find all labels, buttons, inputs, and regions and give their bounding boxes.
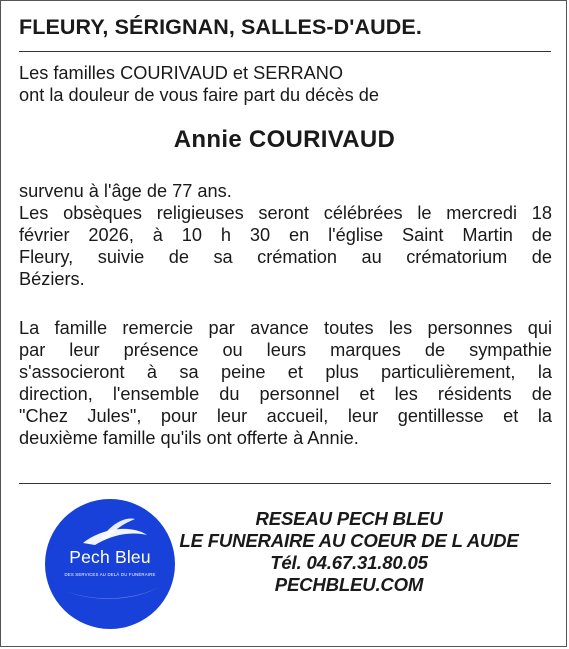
paragraph1-line: février 2026, à 10 h 30 en l'église Saint Martin de: [19, 225, 552, 245]
locations-heading: FLEURY, SÉRIGNAN, SALLES-D'AUDE.: [19, 15, 422, 39]
footer-phone: Tél. 04.67.31.80.05: [270, 552, 428, 573]
thanks-paragraph: [19, 317, 552, 449]
intro-line-2: ont la douleur de vous faire part du décès de: [19, 85, 379, 105]
deceased-name: Annie COURIVAUD: [173, 126, 396, 153]
announcement-intro: [19, 62, 552, 106]
funeral-details-paragraph: [19, 180, 552, 290]
paragraph2-line: direction, l'ensemble du personnel et les résidents de: [19, 384, 552, 404]
pech-bleu-logo: [45, 499, 175, 629]
footer-divider: [19, 483, 551, 484]
paragraph1-line: Béziers.: [19, 269, 85, 289]
paragraph1-line: Les obsèques religieuses seront célébrées le mercredi 18: [19, 203, 552, 223]
footer-slogan: LE FUNERAIRE AU COEUR DE L AUDE: [179, 530, 519, 551]
paragraph2-line: s'associeront à sa peine et plus particulièrement, la: [19, 362, 552, 382]
footer-network-name: RESEAU PECH BLEU: [255, 508, 443, 529]
funeral-home-contact: [179, 508, 519, 596]
logo-brand-name: Pech Bleu: [69, 547, 151, 567]
paragraph2-line: "Chez Jules", pour leur accueil, leur gentillesse et la: [19, 406, 552, 426]
logo-tagline: DES SERVICES AU DELÀ DU FUNÉRAIRE: [64, 572, 156, 577]
paragraph2-line: La famille remercie par avance toutes les personnes qui: [19, 318, 552, 338]
footer-website: PECHBLEU.COM: [274, 574, 424, 595]
paragraph1-line: survenu à l'âge de 77 ans.: [19, 181, 232, 201]
intro-line-1: Les familles COURIVAUD et SERRANO: [19, 63, 344, 83]
top-divider: [19, 51, 551, 52]
paragraph2-line: deuxième famille qu'ils ont offerte à Annie.: [19, 428, 359, 448]
paragraph1-line: Fleury, suivie de sa crémation au crématorium de: [19, 247, 552, 267]
paragraph2-line: par leur présence ou leurs marques de sympathie: [19, 340, 552, 360]
